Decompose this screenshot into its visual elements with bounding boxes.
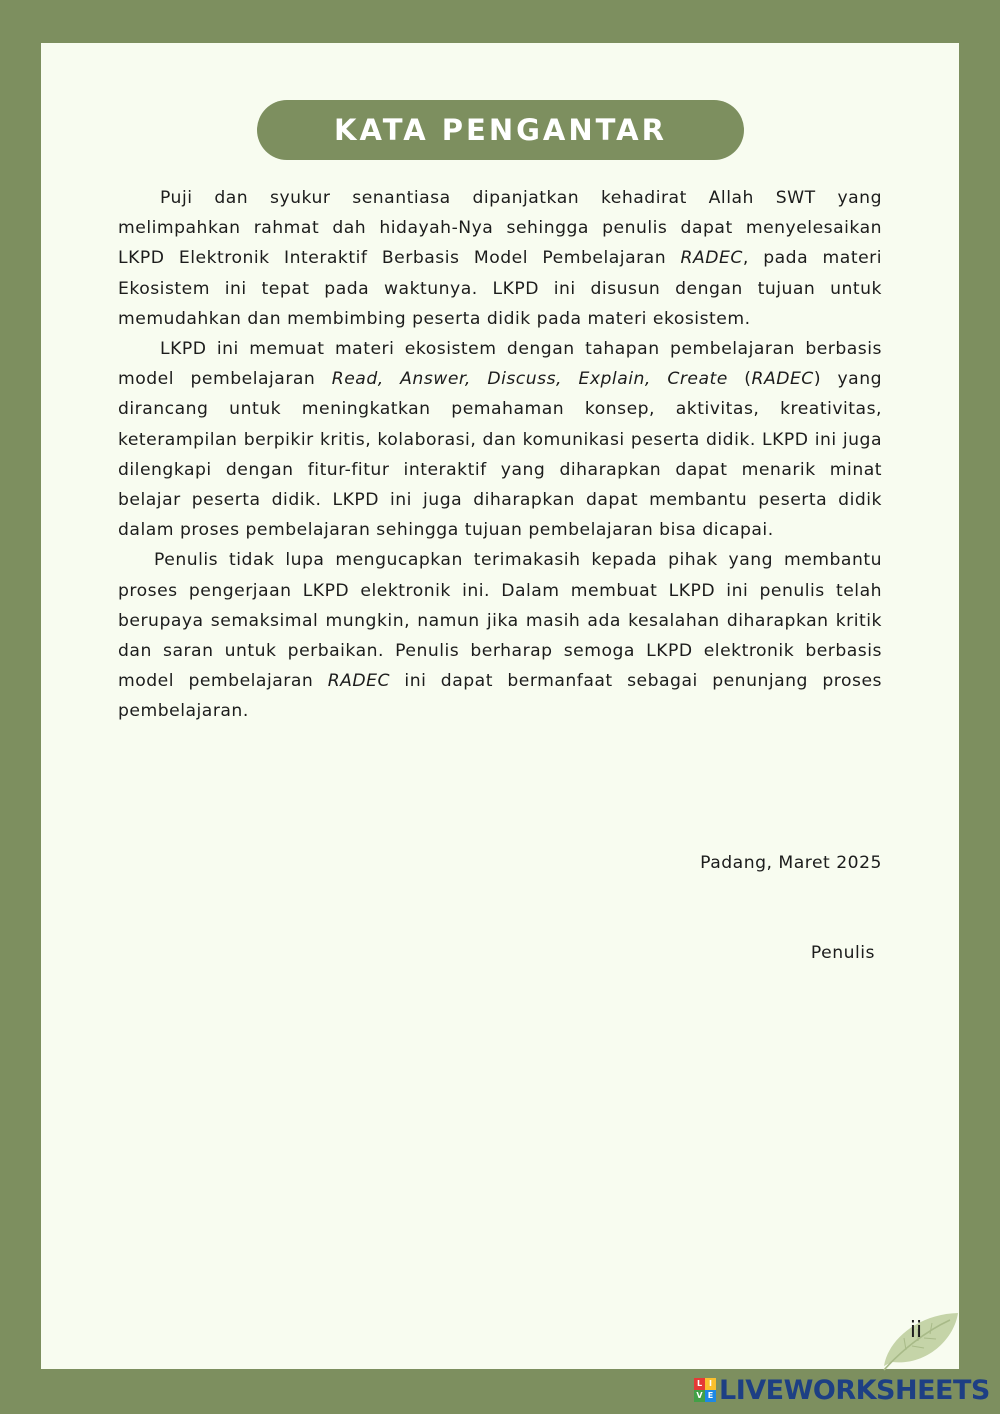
page-number: ii: [909, 1318, 923, 1343]
author-signature: Penulis: [810, 943, 875, 963]
logo-letter-v: V: [694, 1390, 705, 1402]
logo-letter-i: I: [705, 1378, 716, 1390]
paragraph-1-radec: RADEC: [680, 248, 743, 269]
paragraph-1-part-a: Puji dan syukur senantiasa dipanjatkan kehadirat Allah SWT yang melimpahkan rahmat dah hidayah-Nya sehingga penulis dapat menyelesaikan LKPD Elektronik Interaktif Berbasis Model Pembelajaran: [118, 188, 882, 269]
logo-letter-e: E: [705, 1390, 716, 1402]
paragraph-2-radec-expanded: Read, Answer, Discuss, Explain, Create: [331, 369, 728, 390]
paragraph-2-part-c: ) yang dirancang untuk meningkatkan pemahaman konsep, aktivitas, kreativitas, keterampilan berpikir kritis, kolaborasi, dan komunikasi peserta didik. LKPD ini juga dilengkapi dengan fitur-fitur interaktif yang diharapkan dapat menarik minat belajar peserta didik. LKPD ini juga diharapkan dapat membantu peserta didik dalam proses pembelajaran sehingga tujuan pembelajaran bisa dicapai.: [118, 369, 882, 541]
paragraph-1-part-b: , pada materi Ekosistem ini tepat pada waktunya. LKPD ini disusun dengan tujuan untuk memudahkan dan membimbing peserta didik pada materi ekosistem.: [118, 248, 882, 329]
logo-letter-l: L: [694, 1378, 705, 1390]
paragraph-2-part-a: LKPD ini memuat materi ekosistem dengan tahapan pembelajaran berbasis model pembelajaran: [118, 339, 882, 390]
paragraph-3: [118, 545, 882, 726]
paragraph-2: [118, 334, 882, 545]
paragraph-3-part-a: Penulis tidak lupa mengucapkan terimakasih kepada pihak yang membantu proses pengerjaan LKPD elektronik ini. Dalam membuat LKPD ini penulis telah berupaya semaksimal mungkin, namun jika masih ada kesalahan diharapkan kritik dan saran untuk perbaikan. Penulis berharap semoga LKPD elektronik berbasis model pembelajaran: [118, 550, 882, 692]
paragraph-3-part-b: ini dapat bermanfaat sebagai penunjang proses pembelajaran.: [118, 671, 882, 722]
place-date: Padang, Maret 2025: [700, 853, 882, 873]
watermark-text: LIVEWORKSHEETS: [719, 1374, 990, 1406]
liveworksheets-logo: [694, 1378, 716, 1402]
paragraph-3-radec: RADEC: [327, 671, 390, 692]
paragraph-2-part-b: (: [727, 369, 752, 390]
liveworksheets-watermark: [694, 1374, 990, 1406]
paragraph-2-radec: RADEC: [751, 369, 814, 390]
paragraph-1: [118, 183, 882, 334]
page-title-text: KATA PENGANTAR: [334, 113, 667, 147]
foreword-body: [118, 183, 882, 727]
page-title: [257, 100, 744, 160]
